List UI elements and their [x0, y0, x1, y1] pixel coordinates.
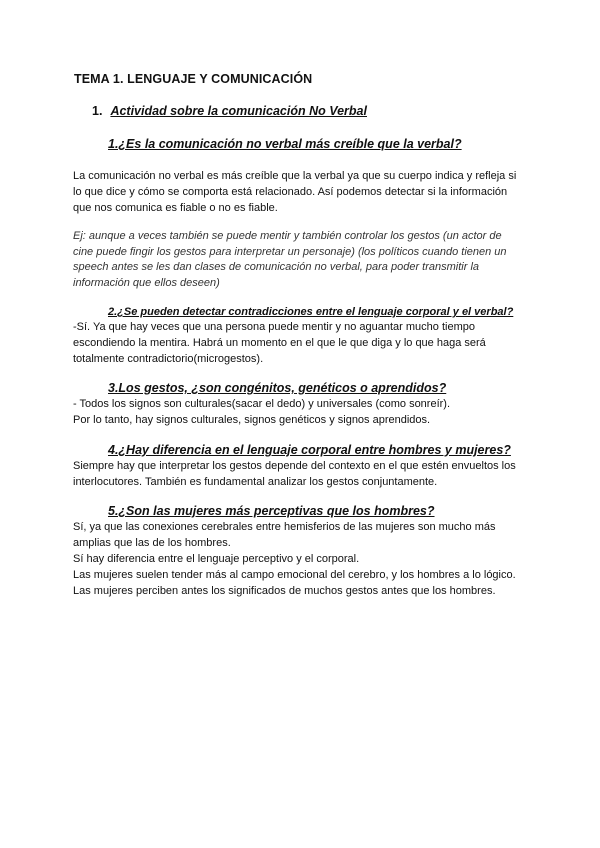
text-line: totalmente contradictorio(microgestos). — [73, 353, 264, 365]
example-paragraph — [73, 229, 528, 291]
text-line: cine puede fingir los gestos para interpretar un personaje) (los políticos cuando tienen un — [73, 245, 507, 258]
answer-1-paragraph — [73, 168, 533, 216]
question-4-heading: 4.¿Hay diferencia en el lenguaje corporal entre hombres y mujeres? — [108, 443, 511, 457]
question-3-heading: 3.Los gestos, ¿son congénitos, genéticos o aprendidos? — [108, 381, 447, 395]
text-line: Ej: aunque a veces también se puede mentir y también controlar los gestos (un actor de — [73, 230, 502, 242]
text-line: escondiendo la mentira. Habrá un momento en el que le que diga y lo que haga será — [73, 337, 486, 349]
question-2-heading: 2.¿Se pueden detectar contradicciones entre el lenguaje corporal y el verbal? — [108, 306, 514, 318]
text-line: Sí, ya que las conexiones cerebrales entre hemisferios de las mujeres son mucho más — [73, 521, 496, 533]
activity-number: 1. — [92, 104, 103, 118]
text-line: speech antes se les dan clases de comunicación no verbal, para poder transmitir la — [73, 261, 480, 273]
answer-5-paragraph — [73, 519, 533, 599]
text-line: -Sí. Ya que hay veces que una persona puede mentir y no aguantar mucho tiempo — [73, 321, 475, 333]
document-title: TEMA 1. LENGUAJE Y COMUNICACIÓN — [74, 72, 313, 86]
text-line: amplias que las de los hombres. — [73, 537, 231, 549]
text-line: La comunicación no verbal es más creíble que la verbal ya que su cuerpo indica y refleja si — [73, 170, 517, 182]
activity-heading — [92, 104, 367, 118]
answer-4-paragraph — [73, 458, 533, 490]
text-line: información que ellos deseen) — [73, 276, 220, 289]
text-line: Las mujeres suelen tender más al campo emocional del cerebro, y los hombres a lo lógico. — [73, 569, 516, 581]
question-1-heading: 1.¿Es la comunicación no verbal más creíble que la verbal? — [108, 137, 462, 151]
text-line: Siempre hay que interpretar los gestos depende del contexto en el que estén envueltos los — [73, 460, 516, 472]
text-line: Sí hay diferencia entre el lenguaje perceptivo y el corporal. — [73, 553, 360, 565]
text-line: lo que dice y cómo se comporta está relacionado. Así podemos detectar si la información — [73, 186, 508, 198]
question-5-heading: 5.¿Son las mujeres más perceptivas que los hombres? — [108, 504, 435, 518]
text-line: Las mujeres perciben antes los significados de muchos gestos antes que los hombres. — [73, 585, 496, 597]
text-line: Por lo tanto, hay signos culturales, signos genéticos y signos aprendidos. — [73, 414, 431, 426]
text-line: interlocutores. También es fundamental analizar los gestos conjuntamente. — [73, 476, 438, 488]
text-line: que nos comunica es fiable o no es fiable. — [73, 202, 278, 214]
activity-label: Actividad sobre la comunicación No Verbal — [110, 104, 367, 118]
text-line: - Todos los signos son culturales(sacar el dedo) y universales (como sonreír). — [73, 398, 451, 410]
answer-2-paragraph — [73, 319, 533, 367]
answer-3-paragraph — [73, 396, 533, 428]
